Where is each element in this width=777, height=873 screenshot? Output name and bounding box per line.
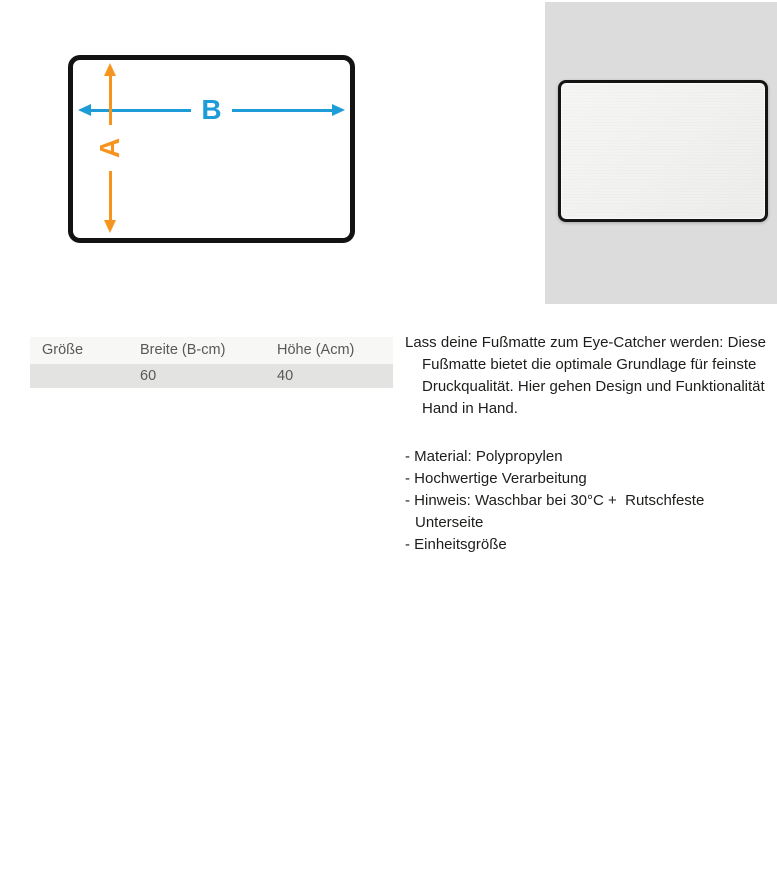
width-arrow-label: B [201,94,222,125]
arrowhead-down-icon [104,220,116,233]
description-line: Druckqualität. Hier gehen Design und Funktionalität [422,378,765,395]
detail-item-hinweis-continuation: Unterseite [415,514,484,531]
cell-hoehe: 40 [277,368,294,384]
column-header-breite: Breite (B-cm) [140,342,226,358]
detail-item-hinweis: - Hinweis: Waschbar bei 30°C + Rutschfeste [405,492,705,509]
product-image [545,2,777,304]
table-row [30,364,393,388]
size-diagram [68,55,355,243]
height-arrow-line [109,171,112,220]
width-arrow-line [232,109,332,112]
size-table [30,337,393,388]
height-arrow-label: A [93,137,125,159]
detail-item-verarbeitung: - Hochwertige Verarbeitung [405,470,587,487]
detail-item-einheitsgroesse: - Einheitsgröße [405,536,507,553]
arrowhead-right-icon [332,104,345,116]
height-arrow [93,63,125,233]
size-table-header-row [30,337,393,364]
height-arrow-line [109,76,112,125]
cell-breite: 60 [140,368,157,384]
doormat-image [558,80,768,222]
product-description [405,332,777,556]
arrowhead-up-icon [104,63,116,76]
cell-groesse [30,364,128,388]
description-paragraph [405,332,777,420]
description-line: Hand in Hand. [422,400,518,417]
description-line: Lass deine Fußmatte zum Eye-Catcher werden: Diese [405,334,766,351]
detail-item-material: - Material: Polypropylen [405,448,563,465]
description-line: Fußmatte bietet die optimale Grundlage für feinste [422,356,757,373]
product-details-list [405,446,777,556]
column-header-hoehe: Höhe (Acm) [277,342,355,358]
arrowhead-left-icon [78,104,91,116]
column-header-groesse: Größe [42,342,84,358]
